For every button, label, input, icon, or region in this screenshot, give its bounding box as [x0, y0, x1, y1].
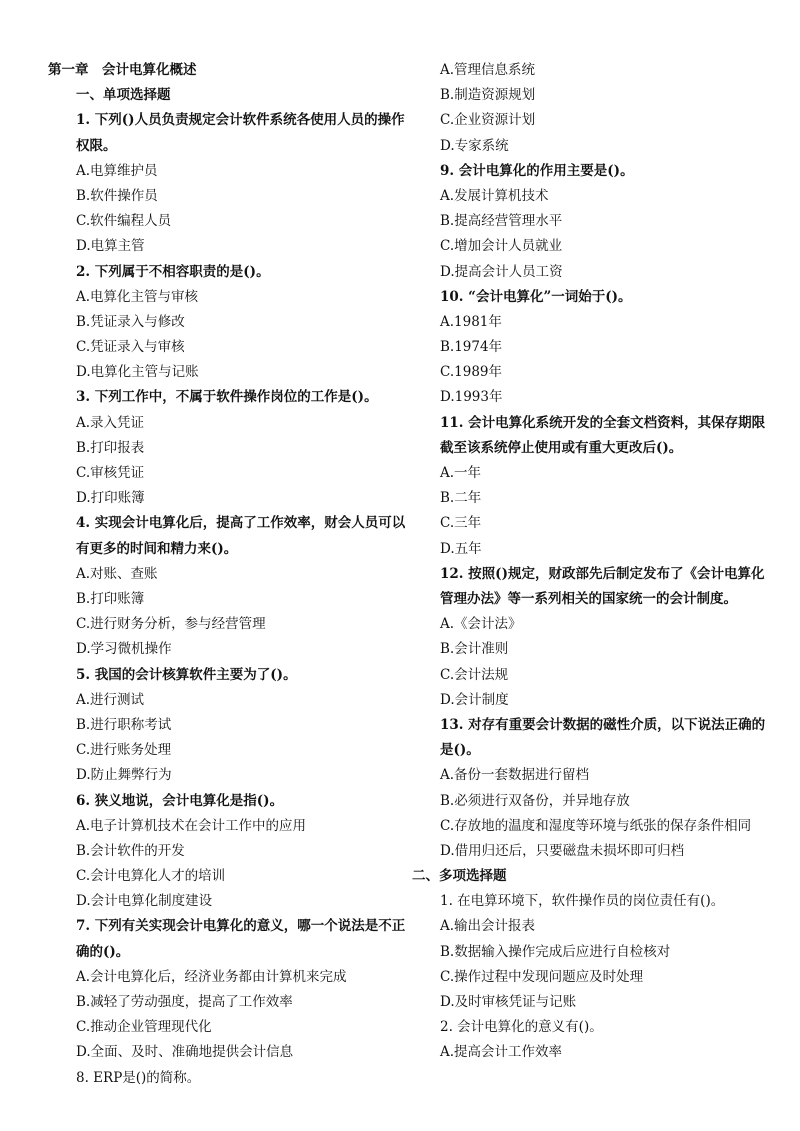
option: B.凭证录入与修改 — [76, 313, 185, 330]
question-1: 1. 下列()人员负责规定会计软件系统各使用人员的操作权限。 — [76, 112, 405, 154]
option: D.学习微机操作 — [76, 641, 172, 658]
option: B.进行职称考试 — [76, 716, 172, 733]
option: A.提高会计工作效率 — [440, 1044, 563, 1061]
option: C.操作过程中发现问题应及时处理 — [440, 968, 644, 985]
option: C.软件编程人员 — [76, 213, 172, 230]
option: C.1989年 — [440, 364, 502, 381]
option: D.及时审核凭证与记账 — [440, 994, 577, 1011]
option: A.备份一套数据进行留档 — [440, 767, 590, 784]
option: D.电算化主管与记账 — [76, 364, 199, 381]
option: C.会计法规 — [440, 666, 509, 683]
option: D.借用归还后，只要磁盘未损坏即可归档 — [440, 842, 685, 859]
option: A.《会计法》 — [440, 616, 522, 633]
question-10: 10. “会计电算化”一词始于()。 — [440, 288, 632, 305]
section-heading-multi-choice: 二、多项选择题 — [412, 868, 507, 885]
option: C.审核凭证 — [76, 465, 145, 482]
option: A.对账、查账 — [76, 565, 158, 582]
option: D.五年 — [440, 540, 482, 557]
option: C.企业资源计划 — [440, 112, 536, 129]
question-6: 6. 狭义地说，会计电算化是指()。 — [76, 792, 284, 809]
option: D.防止舞弊行为 — [76, 767, 172, 784]
question-3: 3. 下列工作中，不属于软件操作岗位的工作是()。 — [76, 389, 378, 406]
option: A.管理信息系统 — [440, 62, 536, 78]
option: B.会计准则 — [440, 641, 509, 658]
question-11: 11. 会计电算化系统开发的全套文档资料，其保存期限截至该系统停止使用或有重大更改后()。 — [440, 414, 766, 456]
multi-question-2: 2. 会计电算化的意义有()。 — [440, 1019, 603, 1036]
option: D.电算主管 — [76, 238, 145, 255]
multi-question-1: 1. 在电算环境下，软件操作员的岗位责任有()。 — [440, 893, 725, 910]
option: C.推动企业管理现代化 — [76, 1019, 212, 1036]
question-4: 4. 实现会计电算化后，提高了工作效率，财会人员可以有更多的时间和精力来()。 — [76, 515, 406, 557]
option: C.进行账务处理 — [76, 742, 172, 759]
option: B.制造资源规划 — [440, 87, 536, 104]
option: D.1993年 — [440, 389, 503, 406]
option: D.会计电算化制度建设 — [76, 893, 213, 910]
option: A.1981年 — [440, 313, 502, 330]
question-13: 13. 对存有重要会计数据的磁性介质，以下说法正确的是()。 — [440, 716, 766, 759]
option: D.专家系统 — [440, 137, 509, 154]
option: B.打印报表 — [76, 439, 145, 456]
question-2: 2. 下列属于不相容职责的是()。 — [76, 263, 270, 280]
option: B.提高经营管理水平 — [440, 213, 563, 230]
option: C.凭证录入与审核 — [76, 339, 185, 356]
option: A.一年 — [440, 465, 482, 482]
question-5: 5. 我国的会计核算软件主要为了()。 — [76, 666, 297, 683]
option: A.会计电算化后，经济业务都由计算机来完成 — [76, 968, 347, 985]
section-heading-single-choice: 一、单项选择题 — [76, 87, 171, 104]
chapter-title: 第一章 会计电算化概述 — [48, 62, 197, 78]
option: A.电子计算机技术在会计工作中的应用 — [76, 817, 307, 834]
option: C.增加会计人员就业 — [440, 238, 563, 255]
option: A.进行测试 — [76, 691, 145, 708]
option: B.会计软件的开发 — [76, 842, 185, 859]
question-7: 7. 下列有关实现会计电算化的意义，哪一个说法是不正确的()。 — [76, 918, 406, 960]
question-8: 8. ERP是()的简称。 — [76, 1069, 201, 1086]
option: B.软件操作员 — [76, 187, 158, 204]
option: A.电算化主管与审核 — [76, 288, 199, 305]
option: A.发展计算机技术 — [440, 187, 549, 204]
option: C.进行财务分析，参与经营管理 — [76, 616, 266, 633]
option: A.录入凭证 — [76, 414, 145, 431]
option: B.二年 — [440, 490, 482, 507]
option: C.三年 — [440, 515, 482, 532]
option: D.会计制度 — [440, 691, 509, 708]
left-column — [48, 58, 410, 1091]
option: B.减轻了劳动强度，提高了工作效率 — [76, 994, 293, 1011]
option: D.提高会计人员工资 — [440, 263, 563, 280]
option: A.电算维护员 — [76, 162, 158, 179]
option: B.1974年 — [440, 339, 503, 356]
option: B.数据输入操作完成后应进行自检核对 — [440, 943, 671, 960]
option: D.全面、及时、准确地提供会计信息 — [76, 1044, 294, 1061]
right-column — [412, 58, 774, 1066]
option: A.输出会计报表 — [440, 918, 536, 935]
option: C.会计电算化人才的培训 — [76, 868, 226, 885]
option: B.打印账簿 — [76, 591, 145, 607]
question-9: 9. 会计电算化的作用主要是()。 — [440, 162, 634, 179]
option: B.必须进行双备份，并异地存放 — [440, 792, 630, 809]
option: D.打印账簿 — [76, 490, 145, 507]
option: C.存放地的温度和湿度等环境与纸张的保存条件相同 — [440, 817, 752, 834]
question-12: 12. 按照()规定，财政部先后制定发布了《会计电算化管理办法》等一系列相关的国家统一的会计制度。 — [440, 565, 765, 607]
